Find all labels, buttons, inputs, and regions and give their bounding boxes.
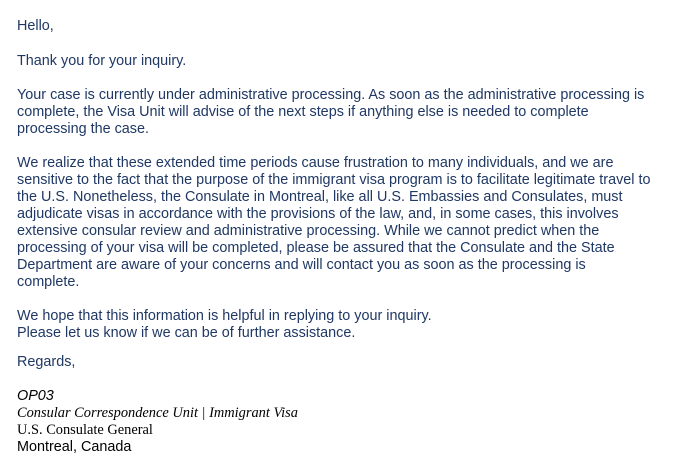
signature-city: Montreal, Canada	[17, 439, 132, 455]
signature-code: OP03	[17, 388, 54, 404]
paragraph2-line: We realize that these extended time periods cause frustration to many individuals, and we are	[17, 155, 614, 171]
paragraph1-line: complete, the Visa Unit will advise of the next steps if anything else is needed to complete	[17, 104, 589, 120]
paragraph-extended-processing	[17, 155, 651, 291]
closing: Regards,	[17, 354, 76, 370]
greeting: Hello,	[17, 18, 54, 34]
paragraph2-line: processing of your visa will be completed, please be assured that the Consulate and the State	[17, 240, 615, 256]
signature-consulate: U.S. Consulate General	[17, 422, 153, 438]
thanks-line: Thank you for your inquiry.	[17, 53, 187, 69]
paragraph-closing-remarks	[17, 308, 432, 342]
paragraph2-line: the U.S. Nonetheless, the Consulate in Montreal, like all U.S. Embassies and Consulates, must	[17, 189, 623, 205]
paragraph2-line: complete.	[17, 274, 80, 290]
paragraph1-line: processing the case.	[17, 121, 149, 137]
paragraph2-line: adjudicate visas in accordance with the provisions of the law, and, in some cases, this involves	[17, 206, 619, 222]
signature-unit: Consular Correspondence Unit | Immigrant Visa	[17, 405, 298, 421]
paragraph3-line: We hope that this information is helpful in replying to your inquiry.	[17, 308, 432, 324]
paragraph1-line: Your case is currently under administrative processing. As soon as the administrative processing is	[17, 87, 645, 103]
paragraph-administrative-processing	[17, 87, 644, 138]
paragraph2-line: Department are aware of your concerns and will contact you as soon as the processing is	[17, 257, 586, 273]
paragraph2-line: sensitive to the fact that the purpose of the immigrant visa program is to facilitate legitimate travel to	[17, 172, 651, 188]
signature-block	[17, 388, 687, 456]
paragraph2-line: extensive consular review and administrative processing. While we cannot predict when the	[17, 223, 600, 239]
paragraph3-line: Please let us know if we can be of further assistance.	[17, 325, 356, 341]
